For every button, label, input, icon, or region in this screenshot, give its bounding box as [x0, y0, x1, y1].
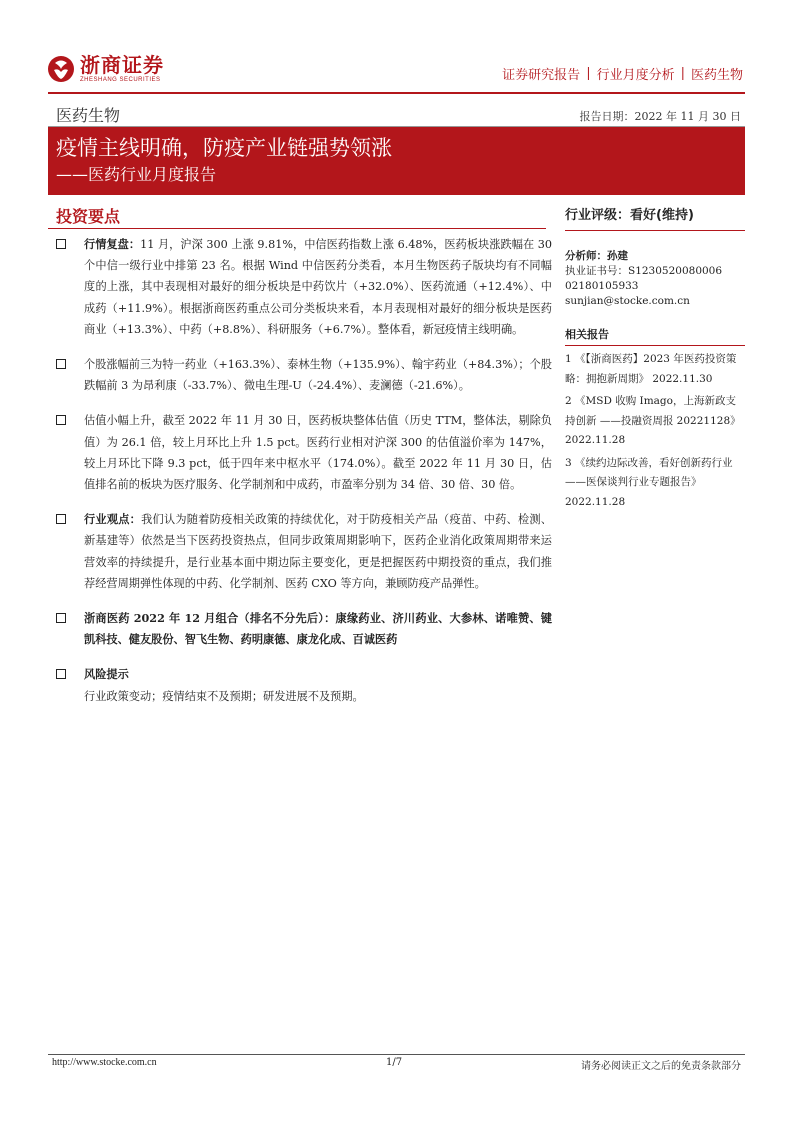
nav-report-category: 行业月度分析: [596, 68, 675, 83]
header-divider: [48, 92, 745, 94]
bullet-top-stocks: [54, 354, 552, 396]
bullet-lead: 风险提示: [84, 667, 129, 682]
checkbox-bullet-icon: [56, 669, 66, 679]
top-category-nav: [502, 64, 743, 83]
sidebar: [565, 204, 745, 515]
related-divider: [565, 345, 745, 346]
nav-sector: 医药生物: [690, 68, 743, 83]
checkbox-bullet-icon: [56, 613, 66, 623]
related-reports-heading: 相关报告: [565, 328, 609, 341]
title-banner: [48, 127, 745, 195]
analyst-email[interactable]: sunjian@stocke.com.cn: [565, 295, 690, 307]
checkbox-bullet-icon: [56, 415, 66, 425]
checkbox-bullet-icon: [56, 359, 66, 369]
bullet-text: 11 月，沪深 300 上涨 9.81%，中信医药指数上涨 6.48%，医药板块涨跌幅在 30 个中信一级行业中排第 23 名。根据 Wind 中信医药分类看，本月生物医药子版块均有不同幅度的上涨，其中表现相对最好的细分板块是中药饮片（+32.0%）、医药流通（+12.4%）、中成药（+11.9%）。根据浙商医药重点公司分类板块来看，本月表现相对最好的细分板块是医药商业（+13.3%）、中药（+8.8%）、科研服务（+6.7%）。整体看，新冠疫情主线明确。: [84, 238, 552, 336]
report-date: 报告日期：2022 年 11 月 30 日: [579, 110, 741, 123]
investment-highlights-heading: 投资要点: [56, 207, 121, 226]
related-report-item[interactable]: 3 《续约边际改善，看好创新药行业——医保谈判行业专题报告》 2022.11.28: [565, 456, 733, 508]
report-title: 疫情主线明确，防疫产业链强势领涨: [56, 136, 392, 160]
footer-disclaimer: 请务必阅读正文之后的免责条款部分: [581, 1061, 741, 1072]
bullet-lead: 行业观点：: [84, 512, 142, 527]
bullet-industry-view: [54, 509, 552, 594]
related-report-item[interactable]: 1 《【浙商医药】2023 年医药投资策略：拥抱新周期》 2022.11.30: [565, 353, 737, 385]
checkbox-bullet-icon: [56, 239, 66, 249]
bullet-risk: [54, 664, 552, 706]
bullet-text: 估值小幅上升，截至 2022 年 11 月 30 日，医药板块整体估值（历史 TTM，整体法，剔除负值）为 26.1 倍，较上月环比上升 1.5 pct。医药行业相对沪深 300 的估值溢价率为 147%，较上月环比下降 9.3 pct，低于四年来中枢水平（174.0%）。截至 2022 年 11 月 30 日，估值排名前的板块为医疗服务、化学制剂和中成药，市盈率分别为 34 倍、30 倍、30 倍。: [84, 414, 552, 492]
bullet-lead: 行情复盘：: [84, 237, 141, 251]
bullet-valuation: [54, 410, 552, 495]
checkbox-bullet-icon: [56, 514, 66, 524]
bullet-portfolio: [54, 608, 552, 650]
related-reports-list: [565, 350, 745, 512]
page-number: 1/7: [386, 1057, 403, 1068]
investment-highlights-list: [54, 234, 552, 707]
analyst-phone: 02180105933: [565, 280, 639, 292]
logo-english-name: ZHESHANG SECURITIES: [80, 77, 161, 83]
related-report-item[interactable]: 2 《MSD 收购 Imago，上海新政支持创新 ——投融资周报 20221128》 2022.11.28: [565, 395, 741, 446]
sector-label: 医药生物: [56, 106, 121, 125]
footer-divider: [48, 1054, 745, 1055]
footer-website-link[interactable]: http://www.stocke.com.cn: [52, 1057, 157, 1068]
analyst-info: [565, 249, 745, 309]
analyst-name: 分析师：孙建: [565, 250, 628, 262]
industry-rating: 行业评级：看好(维持): [565, 208, 694, 223]
zheshang-logo-icon: [46, 54, 76, 84]
logo-chinese-name: 浙商证券: [80, 53, 164, 77]
nav-separator: |: [586, 66, 591, 81]
rating-divider: [565, 230, 745, 231]
report-subtitle: ——医药行业月度报告: [56, 165, 217, 184]
analyst-cert: 执业证书号：S1230520080006: [565, 265, 723, 277]
nav-separator: |: [680, 66, 685, 81]
bullet-market-review: [54, 234, 552, 340]
company-logo: [46, 54, 164, 84]
bullet-text: 个股涨幅前三为特一药业（+163.3%）、泰林生物（+135.9%）、翰宇药业（+84.3%）；个股跌幅前 3 为昂利康（-33.7%）、微电生理-U（-24.4%）、麦澜德（-21.6%）。: [84, 358, 552, 393]
bullet-text: 行业政策变动；疫情结束不及预期；研发进展不及预期。: [84, 689, 364, 703]
bullet-text: 浙商医药 2022 年 12 月组合（排名不分先后）：康缘药业、济川药业、大参林、诺唯赞、键凯科技、健友股份、智飞生物、药明康德、康龙化成、百诚医药: [84, 611, 552, 647]
section-divider: [48, 228, 546, 229]
bullet-text: 我们认为随着防疫相关政策的持续优化，对于防疫相关产品（疫苗、中药、检测、新基建等）依然是当下医药投资热点，但同步政策周期影响下，医药企业消化政策周期带来运营效率的持续提升，是行业基本面中期边际主要变化，更是把握医药中期投资的重点，我们推荐经营周期弹性体现的中药、化学制剂、医药 CXO 等方向，兼顾防疫产品弹性。: [84, 513, 552, 590]
nav-report-type: 证券研究报告: [502, 68, 581, 83]
